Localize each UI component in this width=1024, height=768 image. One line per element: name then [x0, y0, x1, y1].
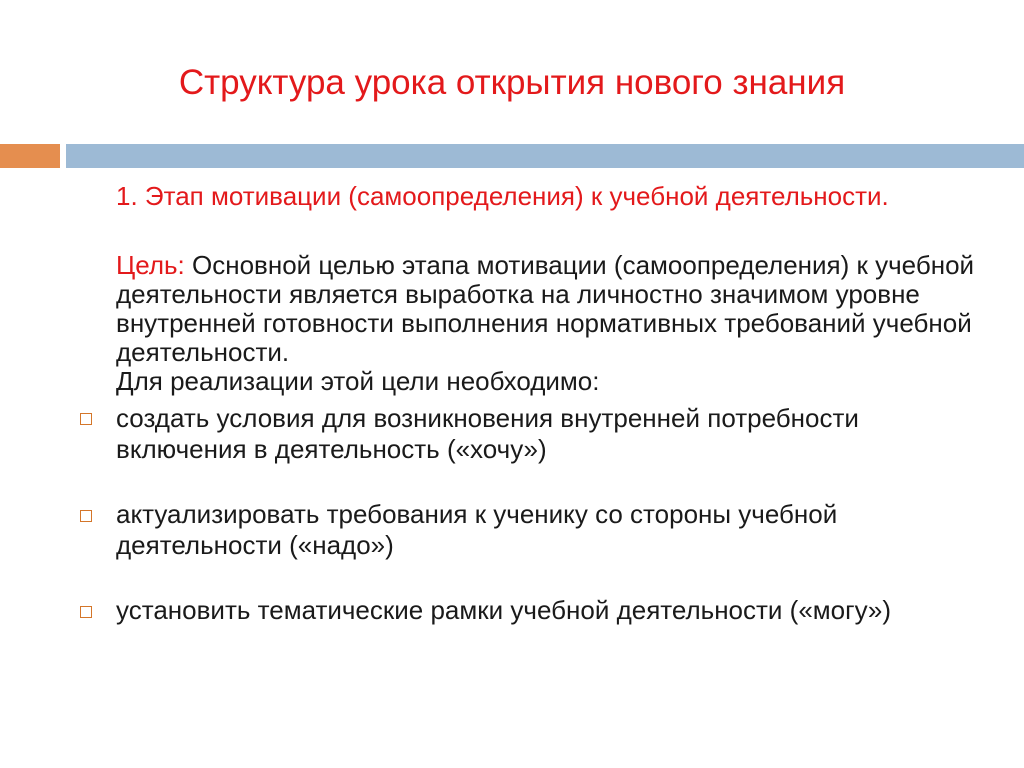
square-bullet-icon — [80, 510, 92, 522]
goal-paragraph — [116, 251, 996, 396]
square-bullet-icon — [80, 606, 92, 618]
list-item: актуализировать требования к ученику со стороны учебной деятельности («надо») — [116, 499, 838, 560]
list-item: установить тематические рамки учебной деятельности («могу») — [116, 595, 892, 625]
list-item: создать условия для возникновения внутренней потребности включения в деятельность («хочу») — [116, 403, 859, 464]
square-bullet-icon — [80, 413, 92, 425]
stage-heading: 1. Этап мотивации (самоопределения) к учебной деятельности. — [116, 181, 889, 211]
goal-followup: Для реализации этой цели необходимо: — [116, 366, 600, 396]
goal-label: Цель: — [116, 250, 185, 280]
slide-title: Структура урока открытия нового знания — [178, 63, 846, 102]
goal-text: Основной целью этапа мотивации (самоопределения) к учебной деятельности является выработка на личностно значимом уровне внутренней готовности выполнения нормативных требований учебной деятельности. — [116, 250, 975, 367]
